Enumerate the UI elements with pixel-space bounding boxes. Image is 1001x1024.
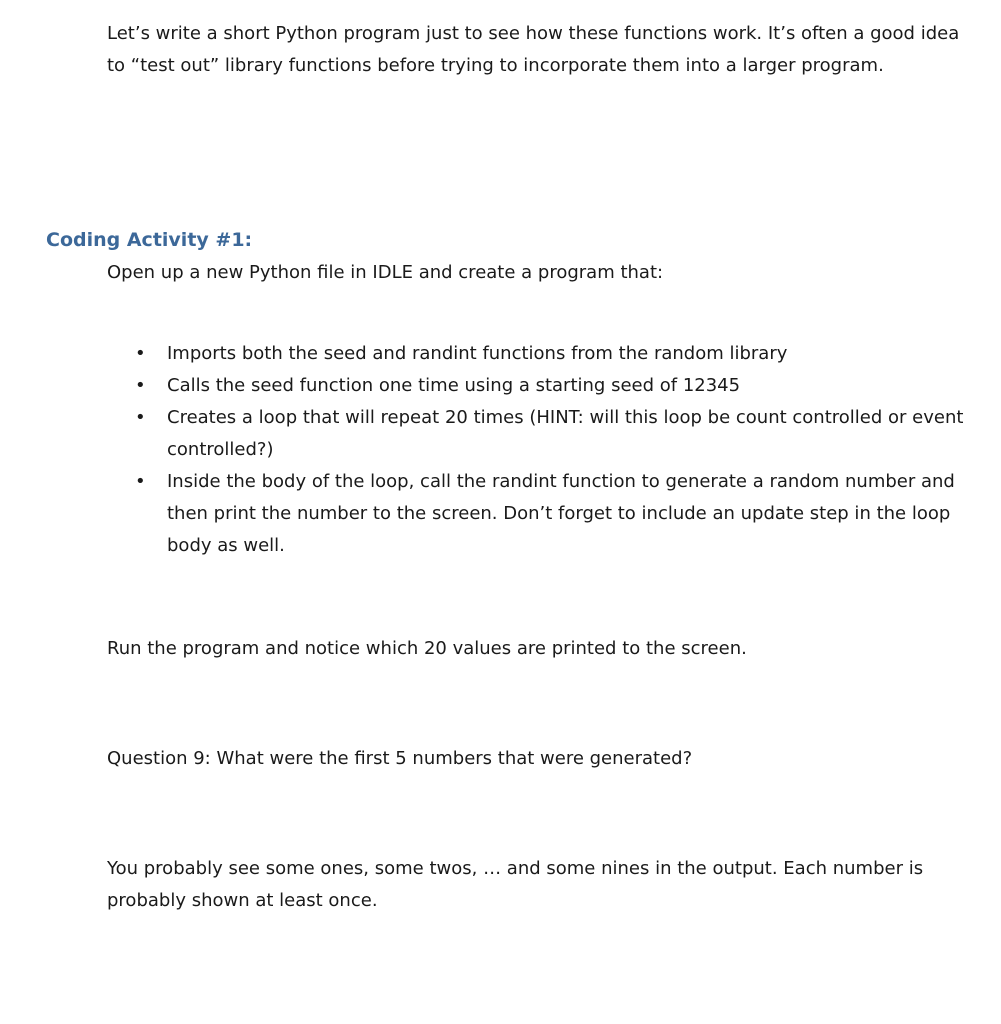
list-item	[135, 402, 965, 466]
list-item	[135, 370, 965, 402]
bullet-icon: •	[135, 471, 146, 492]
run-instruction-paragraph: Run the program and notice which 20 values are printed to the screen.	[107, 638, 747, 659]
bullet-icon: •	[135, 375, 146, 396]
bullet-icon: •	[135, 407, 146, 428]
list-item	[135, 338, 965, 370]
bullet-icon: •	[135, 343, 146, 364]
question-paragraph: Question 9: What were the first 5 numbers that were generated?	[107, 748, 693, 769]
intro-paragraph: Let’s write a short Python program just to see how these functions work. It’s often a good idea to “test out” library functions before trying to incorporate them into a larger program.	[107, 23, 960, 76]
instruction-paragraph: Open up a new Python file in IDLE and create a program that:	[107, 262, 664, 283]
section-heading: Coding Activity #1:	[46, 229, 253, 251]
closing-paragraph: You probably see some ones, some twos, … and some nines in the output. Each number is probably shown at least once.	[107, 858, 924, 911]
list-item-text: Calls the seed function one time using a starting seed of 12345	[167, 375, 741, 396]
instruction-list	[135, 338, 965, 562]
list-item	[135, 466, 965, 562]
list-item-text: Creates a loop that will repeat 20 times (HINT: will this loop be count controlled or event controlled?)	[167, 407, 964, 460]
list-item-text: Inside the body of the loop, call the randint function to generate a random number and then print the number to the screen. Don’t forget to include an update step in the loop body as well.	[167, 471, 955, 556]
list-item-text: Imports both the seed and randint functions from the random library	[167, 343, 788, 364]
